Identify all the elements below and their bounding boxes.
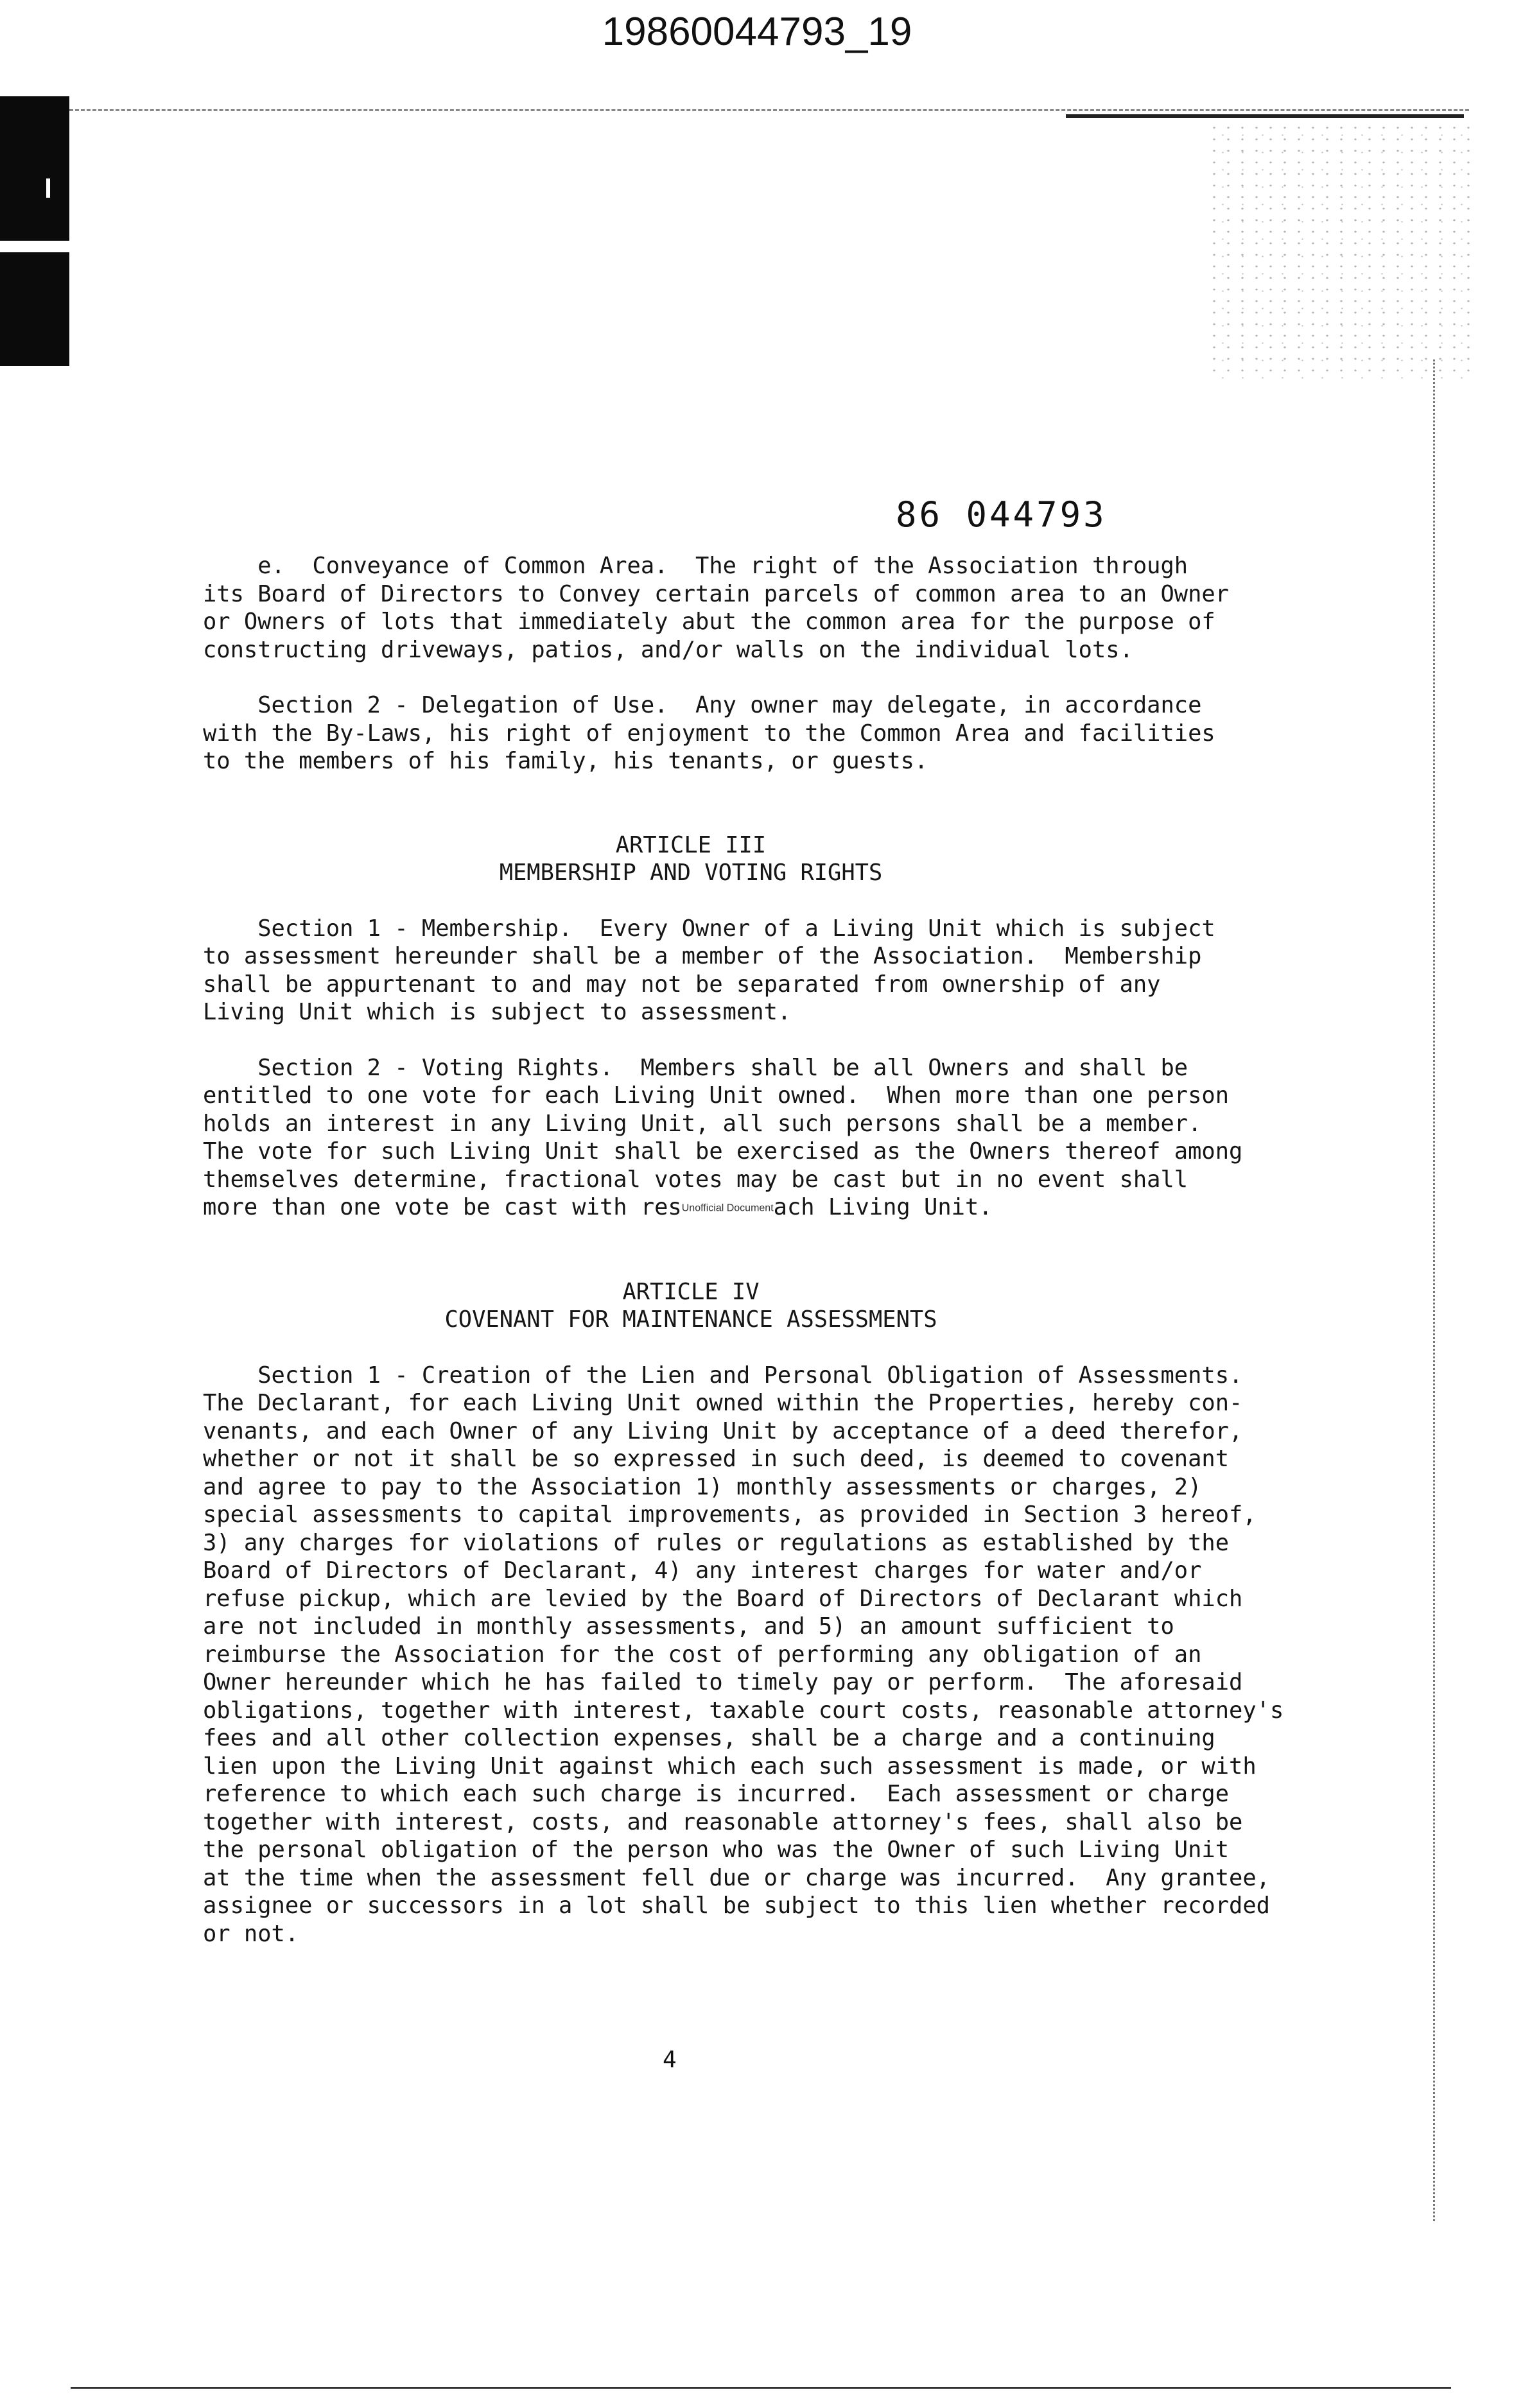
text-line: lien upon the Living Unit against which each such assessment is made, or with [203, 1753, 1257, 1780]
paragraph-delegation [203, 691, 1333, 775]
text-line: or Owners of lots that immediately abut the common area for the purpose of [203, 609, 1215, 635]
text-line: reference to which each such charge is incurred. Each assessment or charge [203, 1781, 1230, 1808]
text-line: and agree to pay to the Association 1) monthly assessments or charges, 2) [203, 1473, 1202, 1500]
text-fragment: ach Living Unit. [773, 1194, 993, 1220]
scan-bottom-rule [71, 2387, 1451, 2389]
text-line: venants, and each Owner of any Living Unit by acceptance of a deed therefor, [203, 1417, 1243, 1444]
unofficial-watermark: Unofficial Document [681, 1202, 774, 1214]
text-line: Section 1 - Membership. Every Owner of a Living Unit which is subject [203, 915, 1215, 942]
text-line: The vote for such Living Unit shall be exercised as the Owners thereof among [203, 1138, 1243, 1165]
text-line: to assessment hereunder shall be a member of the Association. Membership [203, 943, 1202, 969]
text-line: holds an interest in any Living Unit, all such persons shall be a member. [203, 1110, 1202, 1137]
text-line [203, 1193, 1333, 1222]
scan-edge-bar [0, 96, 69, 366]
text-line: e. Conveyance of Common Area. The right of the Association through [203, 553, 1188, 579]
text-line: are not included in monthly assessments, and 5) an amount sufficient to [203, 1613, 1174, 1640]
text-line: themselves determine, fractional votes may be cast but in no event shall [203, 1166, 1188, 1193]
recording-number: 86 044793 [896, 494, 1107, 535]
text-line: Living Unit which is subject to assessment. [203, 999, 792, 1025]
article-iii-subtitle: MEMBERSHIP AND VOTING RIGHTS [499, 860, 883, 886]
text-line: constructing driveways, patios, and/or walls on the individual lots. [203, 636, 1133, 663]
paragraph-lien-creation [203, 1362, 1333, 1948]
text-line: together with interest, costs, and reasonable attorney's fees, shall also be [203, 1808, 1243, 1835]
text-line: Section 2 - Delegation of Use. Any owner may delegate, in accordance [203, 692, 1202, 718]
text-line: special assessments to capital improvements, as provided in Section 3 hereof, [203, 1502, 1257, 1529]
scan-top-mark [1066, 114, 1464, 118]
scan-right-edge [1433, 359, 1435, 2221]
paragraph-voting-rights [203, 1054, 1333, 1222]
text-line: reimburse the Association for the cost of performing any obligation of an [203, 1641, 1202, 1668]
document-body [203, 552, 1333, 1948]
text-line: fees and all other collection expenses, shall be a charge and a continuing [203, 1725, 1215, 1752]
text-line: Board of Directors of Declarant, 4) any interest charges for water and/or [203, 1557, 1202, 1584]
article-iii-title: ARTICLE III [615, 831, 767, 858]
text-fragment: more than one vote be cast with res [203, 1194, 682, 1220]
scan-noise [1207, 122, 1477, 379]
text-line: with the By-Laws, his right of enjoyment to the Common Area and facilities [203, 720, 1215, 747]
text-line: whether or not it shall be so expressed in such deed, is deemed to covenant [203, 1446, 1230, 1473]
text-line: entitled to one vote for each Living Unit owned. When more than one person [203, 1082, 1230, 1109]
text-line: the personal obligation of the person who was the Owner of such Living Unit [203, 1837, 1230, 1864]
text-line: assignee or successors in a lot shall be subject to this lien whether recorded [203, 1893, 1270, 1919]
text-line: Section 1 - Creation of the Lien and Personal Obligation of Assessments. [203, 1362, 1243, 1389]
text-line: 3) any charges for violations of rules or regulations as established by the [203, 1529, 1230, 1556]
page-header-id: 19860044793_19 [602, 10, 912, 54]
paragraph-conveyance [203, 552, 1333, 664]
text-line: Owner hereunder which he has failed to timely pay or perform. The aforesaid [203, 1669, 1243, 1696]
text-line: obligations, together with interest, taxable court costs, reasonable attorney's [203, 1697, 1284, 1724]
text-line: Section 2 - Voting Rights. Members shall be all Owners and shall be [203, 1054, 1188, 1081]
page-number: 4 [663, 2047, 677, 2073]
article-iv-title: ARTICLE IV [622, 1278, 760, 1305]
text-line: or not. [203, 1920, 299, 1947]
text-line: The Declarant, for each Living Unit owned within the Properties, hereby con- [203, 1390, 1243, 1417]
article-iv-subtitle: COVENANT FOR MAINTENANCE ASSESSMENTS [444, 1306, 937, 1333]
text-line: shall be appurtenant to and may not be separated from ownership of any [203, 971, 1161, 998]
text-line: at the time when the assessment fell due or charge was incurred. Any grantee, [203, 1864, 1270, 1891]
scan-top-rule [69, 109, 1469, 111]
text-line: refuse pickup, which are levied by the Board of Directors of Declarant which [203, 1585, 1243, 1612]
text-line: to the members of his family, his tenants, or guests. [203, 748, 928, 774]
paragraph-membership [203, 915, 1333, 1026]
text-line: its Board of Directors to Convey certain parcels of common area to an Owner [203, 580, 1230, 607]
